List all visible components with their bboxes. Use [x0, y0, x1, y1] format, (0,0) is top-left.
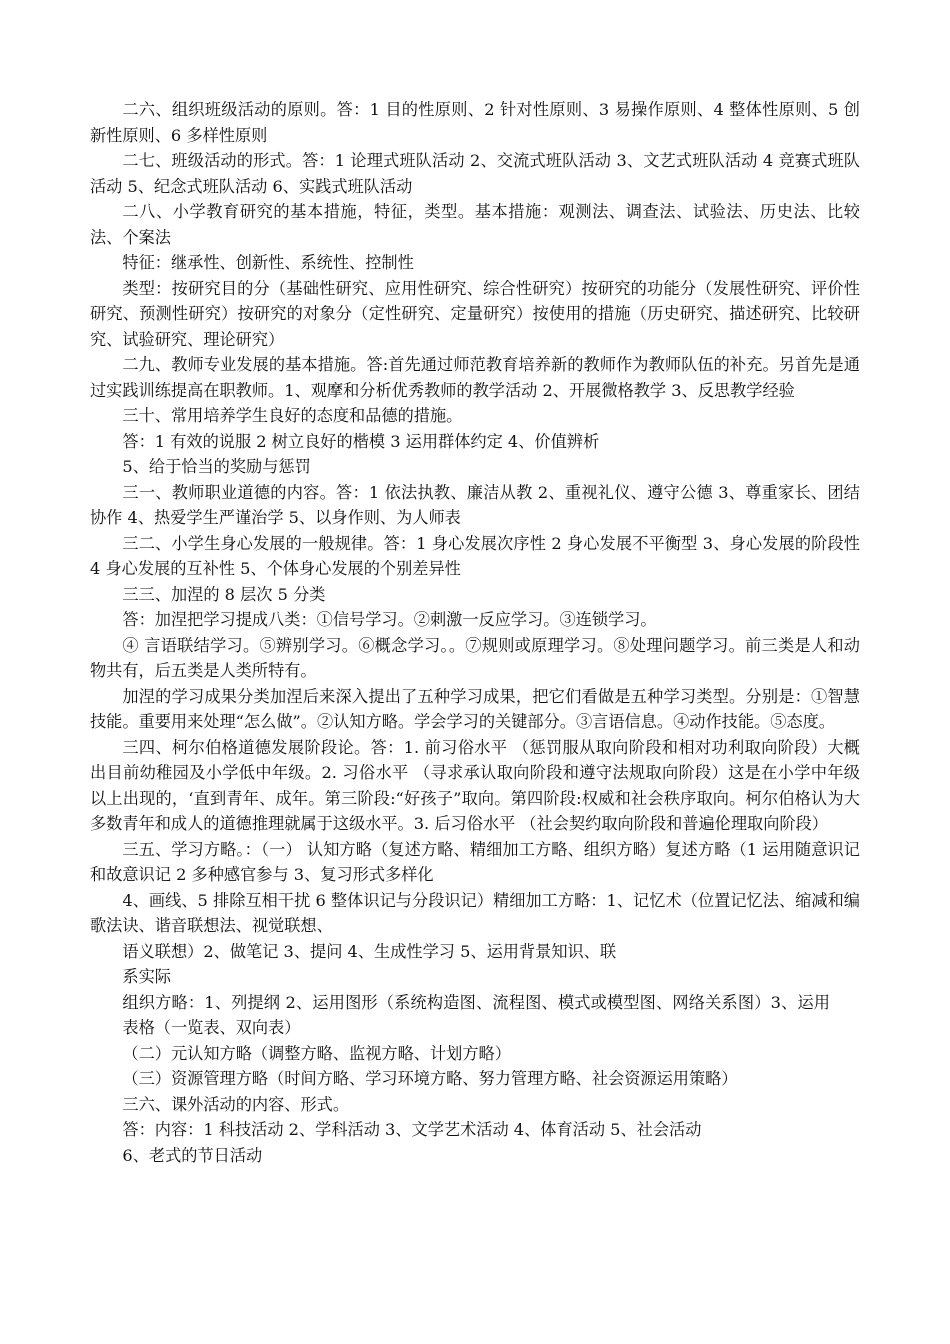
- paragraph: ④ 言语联结学习。⑤辨别学习。⑥概念学习。。⑦规则或原理学习。⑧处理问题学习。前三类是人和动物共有，后五类是人类所特有。: [90, 635, 860, 680]
- paragraph: 二七、班级活动的形式。答：1 论理式班队活动 2、交流式班队活动 3、文艺式班队活动 4 竞赛式班队活动 5、纪念式班队活动 6、实践式班队活动: [90, 151, 860, 196]
- paragraph: 5、给于恰当的奖励与惩罚: [122, 457, 311, 476]
- paragraph: 二九、教师专业发展的基本措施。答:首先通过师范教育培养新的教师作为教师队伍的补充。另首先是通过实践训练提高在职教师。1、观摩和分析优秀教师的教学活动 2、开展微格教学 3、反思教学经验: [90, 355, 860, 400]
- paragraph: 加涅的学习成果分类加涅后来深入提出了五种学习成果，把它们看做是五种学习类型。分别是：①智慧技能。重要用来处理“怎么做”。②认知方略。学会学习的关键部分。③言语信息。④动作技能。⑤态度。: [90, 686, 860, 731]
- paragraph: （三）资源管理方略（时间方略、学习环境方略、努力管理方略、社会资源运用策略）: [122, 1069, 738, 1088]
- paragraph: 二八、小学教育研究的基本措施，特征，类型。基本措施：观测法、调查法、试验法、历史法、比较法、个案法: [90, 202, 860, 247]
- paragraph: 答：内容：1 科技活动 2、学科活动 3、文学艺术活动 4、体育活动 5、社会活动: [122, 1120, 702, 1139]
- paragraph: （二）元认知方略（调整方略、监视方略、计划方略）: [122, 1043, 511, 1063]
- paragraph: 系实际: [122, 967, 171, 986]
- paragraph: 三二、小学生身心发展的一般规律。答：1 身心发展次序性 2 身心发展不平衡型 3、身心发展的阶段性 4 身心发展的互补性 5、个体身心发展的个别差异性: [90, 533, 860, 578]
- paragraph: 三四、柯尔伯格道德发展阶段论。答：1. 前习俗水平 （惩罚服从取向阶段和相对功利取向阶段）大概出目前幼稚园及小学低中年级。2. 习俗水平 （寻求承认取向阶段和遵守法规取向阶段）这是在小学中年级以上出现的，‘直到青年、成年。第三阶段:“好孩子”取向。第四阶段:权威和社会秩序取向。柯尔伯格认为大多数青年和成人的道德推理就属于这级水平。3. 后习俗水平 （社会契约取向阶段和普遍伦理取向阶段）: [90, 737, 860, 833]
- paragraph: 答：1 有效的说服 2 树立良好的楷模 3 运用群体约定 4、价值辨析: [122, 431, 600, 451]
- paragraph: 三一、教师职业道德的内容。答：1 依法执教、廉洁从教 2、重视礼仪、遵守公德 3、尊重家长、团结协作 4、热爱学生严谨治学 5、以身作则、为人师表: [90, 482, 860, 527]
- paragraph: 三六、课外活动的内容、形式。: [122, 1094, 350, 1114]
- paragraph: 三三、加涅的 8 层次 5 分类: [122, 584, 326, 604]
- paragraph: 三十、常用培养学生良好的态度和品德的措施。: [122, 406, 463, 425]
- paragraph: 答：加涅把学习提成八类：①信号学习。②刺激一反应学习。③连锁学习。: [122, 610, 657, 629]
- paragraph: 二六、组织班级活动的原则。答：1 目的性原则、2 针对性原则、3 易操作原则、4 整体性原则、5 创新性原则、6 多样性原则: [90, 100, 860, 145]
- paragraph: 语义联想）2、做笔记 3、提问 4、生成性学习 5、运用背景知识、联: [122, 941, 617, 961]
- paragraph: 三五、学习方略。：（一） 认知方略（复述方略、精细加工方略、组织方略）复述方略（1 运用随意识记和故意识记 2 多种感官参与 3、复习形式多样化: [90, 839, 860, 884]
- paragraph: 类型：按研究目的分（基础性研究、应用性研究、综合性研究）按研究的功能分（发展性研究、评价性研究、预测性研究）按研究的对象分（定性研究、定量研究）按使用的措施（历史研究、描述研究、比较研究、试验研究、理论研究）: [90, 278, 860, 349]
- paragraph: 6、老式的节日活动: [122, 1145, 263, 1165]
- paragraph: 组织方略：1、列提纲 2、运用图形（系统构造图、流程图、模式或模型图、网络关系图）3、运用表格（一览表、双向表）: [122, 992, 830, 1037]
- document-page: [90, 97, 860, 1168]
- paragraph: 特征：继承性、创新性、系统性、控制性: [122, 253, 414, 272]
- paragraph: 4、画线、5 排除互相干扰 6 整体识记与分段识记）精细加工方略：1、记忆术（位置记忆法、缩减和编歌法诀、谐音联想法、视觉联想、: [90, 890, 860, 935]
